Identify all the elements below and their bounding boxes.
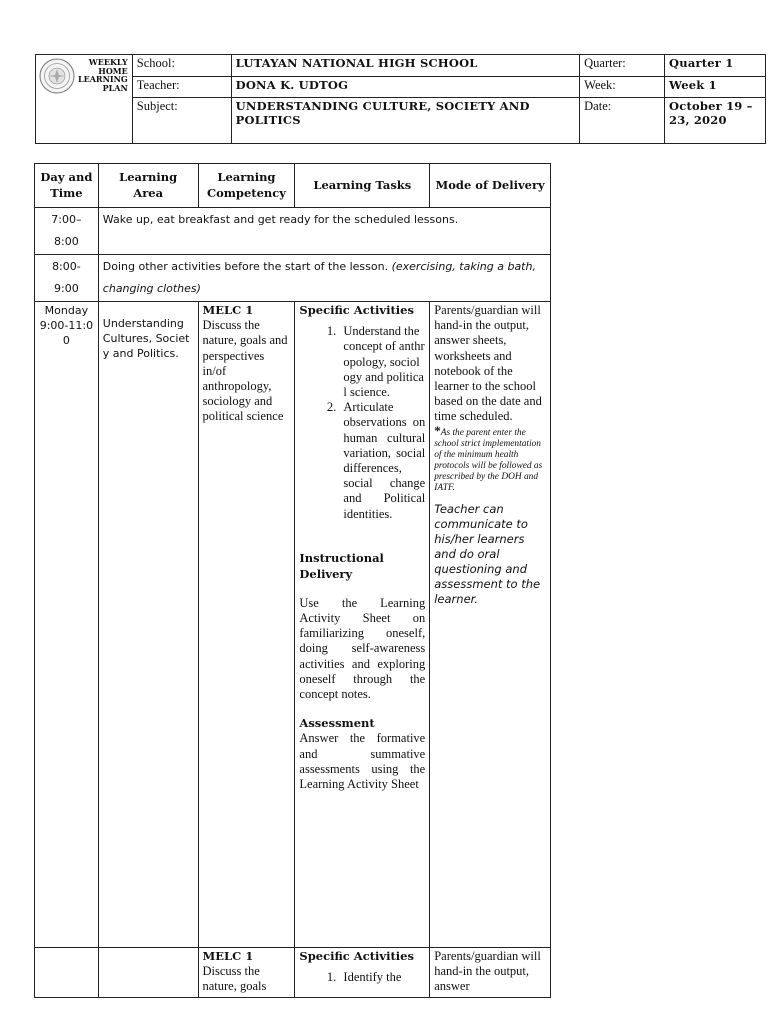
teacher-communication-note: Teacher can communicate to his/her learners and do oral questioning and assessment to the learner.	[434, 501, 541, 606]
header-table	[35, 54, 766, 144]
session-competency	[198, 302, 295, 948]
delivery-text: Parents/guardian will hand-in the output, answer	[434, 949, 541, 994]
routine-text: Wake up, eat breakfast and get ready for the scheduled lessons.	[98, 208, 550, 255]
session-competency	[198, 948, 295, 998]
activity-item: 2. Articulate observations on human cultural variation, social differences, social change and Political identities.	[339, 400, 425, 522]
session-time: 9:00-11:00	[39, 319, 94, 348]
weekly-home-learning-plan-label: WEEKLY HOME LEARNING PLAN	[77, 57, 128, 93]
activities-list	[299, 324, 425, 522]
assessment-title: Assessment	[299, 716, 375, 731]
activities-list	[299, 970, 425, 985]
quarter-value: Quarter 1	[665, 55, 766, 77]
session-learning-area: Understanding Cultures, Society and Politics.	[98, 302, 198, 948]
learning-plan-table	[34, 163, 551, 998]
column-header-learning-tasks: Learning Tasks	[295, 164, 430, 208]
session-learning-tasks	[295, 302, 430, 948]
date-value: October 19 – 23, 2020	[665, 98, 766, 144]
date-label: Date:	[580, 98, 665, 144]
routine-time: 7:00– 8:00	[35, 208, 99, 255]
competency-text: Discuss the nature, goals	[202, 964, 267, 994]
column-header-learning-area: Learning Area	[98, 164, 198, 208]
subject-label: Subject:	[132, 98, 231, 144]
logo-cell	[36, 55, 133, 144]
deped-seal-icon	[39, 58, 75, 94]
specific-activities-title: Specific Activities	[299, 949, 414, 963]
teacher-value: DONA K. UDTOG	[231, 76, 579, 98]
health-protocol-note: *As the parent enter the school strict implementation of the minimum health protocols will be followed as prescribed by the DOH and IATF.	[434, 422, 543, 493]
session-learning-area	[98, 948, 198, 998]
routine-text: Doing other activities before the start of the lesson. (exercising, taking a bath, changing clothes)	[98, 255, 550, 302]
melc-label: MELC 1	[202, 303, 254, 317]
assessment-text: Answer the formative and summative assessments using the Learning Activity Sheet	[299, 731, 426, 792]
delivery-text: Parents/guardian will hand-in the output, answer sheets, worksheets and notebook of the learner to the school based on the date and time scheduled.	[434, 303, 542, 424]
school-value: LUTAYAN NATIONAL HIGH SCHOOL	[231, 55, 579, 77]
specific-activities-title: Specific Activities	[299, 303, 414, 317]
session-row	[35, 948, 551, 998]
activity-item: 1. Understand the concept of anthropology, sociology and political science.	[339, 324, 425, 400]
session-day-time	[35, 948, 99, 998]
routine-row	[35, 255, 551, 302]
column-header-learning-competency: Learning Competency	[198, 164, 295, 208]
week-value: Week 1	[665, 76, 766, 98]
session-learning-tasks	[295, 948, 430, 998]
melc-label: MELC 1	[202, 949, 254, 963]
session-mode-of-delivery	[430, 948, 551, 998]
column-header-mode-of-delivery: Mode of Delivery	[430, 164, 551, 208]
instructional-delivery-text: Use the Learning Activity Sheet on familiarizing oneself, doing self-awareness activities and exploring oneself through the concept notes.	[299, 595, 426, 702]
session-mode-of-delivery	[430, 302, 551, 948]
quarter-label: Quarter:	[580, 55, 665, 77]
routine-row	[35, 208, 551, 255]
teacher-label: Teacher:	[132, 76, 231, 98]
routine-time: 8:00- 9:00	[35, 255, 99, 302]
week-label: Week:	[580, 76, 665, 98]
column-header-day-time: Day and Time	[35, 164, 99, 208]
activity-item: 1. Identify the	[339, 970, 425, 985]
session-day: Monday	[44, 304, 89, 317]
session-day-time	[35, 302, 99, 948]
competency-text: Discuss the nature, goals and perspectives in/of anthropology, sociology and political science	[202, 318, 288, 424]
instructional-delivery-title: Instructional Delivery	[299, 550, 384, 581]
subject-value: UNDERSTANDING CULTURE, SOCIETY AND POLITICS	[231, 98, 579, 144]
school-label: School:	[132, 55, 231, 77]
session-row	[35, 302, 551, 948]
